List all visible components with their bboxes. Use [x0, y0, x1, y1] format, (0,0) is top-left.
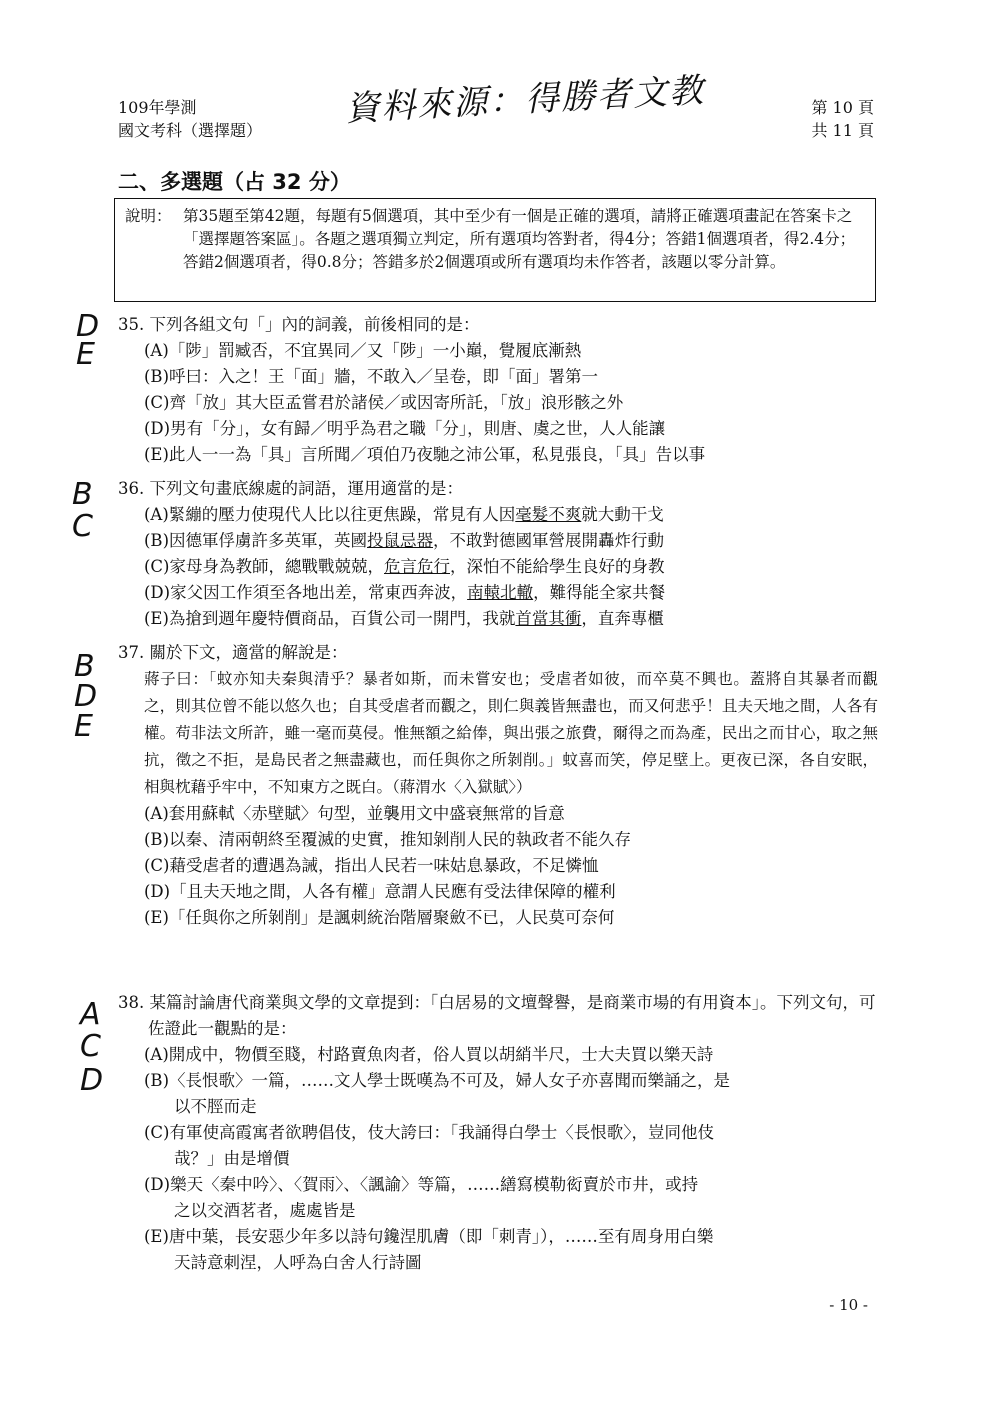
underlined-phrase: 首當其衝 [515, 609, 582, 628]
question-36-option-c [118, 554, 878, 580]
option-text: ，深怕不能給學生良好的身教 [450, 557, 665, 576]
handwritten-source-note: 資料來源：得勝者文教 [344, 70, 706, 130]
option-text-continued: 之以交酒茗者，處處皆是 [174, 1201, 356, 1220]
exam-subject: 國文考科（選擇題） [118, 121, 263, 140]
question-35-option-c: (C)齊「放」其大臣孟嘗君於諸侯／或因寄所託，「放」浪形骸之外 [144, 393, 624, 412]
option-text: (C)有軍使高霞寓者欲聘倡伎，伎大誇曰：「我誦得白學士〈長恨歌〉，豈同他伎 [144, 1123, 714, 1142]
handwritten-answer-36-1: B [72, 477, 93, 512]
question-35-option-e: (E)此人一一為「具」言所聞／項伯乃夜馳之沛公軍，私見張良，「具」告以事 [144, 445, 706, 464]
option-text: ，不敢對德國軍營展開轟炸行動 [433, 531, 664, 550]
underlined-phrase: 毫髮不爽 [515, 505, 582, 524]
option-text: (E)唐中葉，長安惡少年多以詩句鑱涅肌膚（即「刺青」），……至有周身用白樂 [144, 1227, 714, 1246]
page-footer-number: - 10 - [829, 1296, 868, 1314]
question-36-stem: 36. 下列文句畫底線處的詞語，運用適當的是： [118, 479, 463, 498]
section-title: 二、多選題（占 32 分） [118, 170, 351, 194]
option-text: (B)因德軍俘虜許多英軍，英國 [144, 531, 367, 550]
option-text: (D)家父因工作須至各地出差，常東西奔波， [144, 583, 468, 602]
handwritten-answer-35-2: E [76, 337, 95, 372]
exam-header-right [811, 96, 874, 142]
option-text-continued: 以不脛而走 [174, 1097, 257, 1116]
question-35 [118, 312, 878, 468]
handwritten-answer-36-2: C [72, 509, 93, 544]
option-text: ，難得能全家共餐 [533, 583, 666, 602]
page-total: 共 11 頁 [811, 121, 874, 140]
question-38-option-e [118, 1224, 878, 1276]
question-38-stem: 38. 某篇討論唐代商業與文學的文章提到：「白居易的文壇聲譽，是商業市場的有用資本」。下列文句，可佐證此一觀點的是： [118, 993, 876, 1038]
handwritten-answer-38-3: D [80, 1063, 104, 1098]
question-37-option-e: (E)「任與你之所剝削」是諷刺統治階層聚斂不已，人民莫可奈何 [144, 908, 615, 927]
instructions-box [114, 198, 876, 302]
option-text: (D)樂天〈秦中吟〉、〈賀雨〉、〈諷諭〉等篇，……繕寫模勒衒賣於市井，或持 [144, 1175, 699, 1194]
handwritten-answer-37-3: E [74, 709, 93, 744]
question-37-stem: 37. 關於下文，適當的解說是： [118, 643, 348, 662]
option-text: (E)為搶到週年慶特價商品，百貨公司一開門，我就 [144, 609, 516, 628]
question-36-option-d [118, 580, 878, 606]
handwritten-answer-38-1: A [80, 997, 101, 1032]
question-38-option-a: (A)開成中，物價至賤，村路賣魚肉者，俗人買以胡綃半尺，士大夫買以樂天詩 [144, 1045, 714, 1064]
option-text: 就大動干戈 [581, 505, 664, 524]
option-text-continued: 哉？」由是增價 [174, 1149, 290, 1168]
question-37-option-a: (A)套用蘇軾〈赤壁賦〉句型，並襲用文中盛衰無常的旨意 [144, 804, 565, 823]
question-38-option-b [118, 1068, 878, 1120]
question-37-passage: 蔣子曰：「蚊亦知夫秦與清乎？暴者如斯，而未嘗安也；受虐者如彼，而卒莫不興也。蓋將自其暴者而觀之，則其位曾不能以悠久也；自其受虐者而觀之，則仁與義皆無盡也，而又何悲乎！且夫天地之間，人各有權。苟非法文所許，雖一毫而莫侵。惟無額之給俸，與出張之旅費，爾得之而為產，民出之而甘心，取之無抗，徵之不拒，是島民者之無盡藏也，而任與你之所剝削。」蚊喜而笑，停足壁上。更夜已深，各自安眠，相與枕藉乎牢中，不知東方之既白。（蔣渭水〈入獄賦〉） [144, 670, 878, 796]
option-text: (B)〈長恨歌〉一篇，……文人學士既嘆為不可及，婦人女子亦喜聞而樂誦之，是 [144, 1071, 730, 1090]
question-36-option-b [118, 528, 878, 554]
question-37-option-c: (C)藉受虐者的遭遇為誡，指出人民若一味姑息暴政，不足憐恤 [144, 856, 599, 875]
question-36-option-a [118, 502, 878, 528]
option-text: (C)家母身為教師，總戰戰兢兢， [144, 557, 384, 576]
question-37-option-d: (D)「且夫天地之間，人各有權」意謂人民應有受法律保障的權利 [144, 882, 616, 901]
handwritten-answer-37-1: B [74, 649, 95, 684]
option-text: ，直奔專櫃 [581, 609, 664, 628]
question-35-stem: 35. 下列各組文句「」內的詞義，前後相同的是： [118, 315, 480, 334]
page-current: 第 10 頁 [811, 98, 874, 117]
question-38 [118, 990, 878, 1276]
question-38-option-c [118, 1120, 878, 1172]
exam-header-left [118, 96, 262, 142]
question-36-option-e [118, 606, 878, 632]
instructions-text: 第35題至第42題，每題有5個選項，其中至少有一個是正確的選項，請將正確選項畫記在答案卡之「選擇題答案區」。各題之選項獨立判定，所有選項均答對者，得4分；答錯1個選項者，得2.4分；答錯2個選項者，得0.8分；答錯多於2個選項或所有選項均未作答者，該題以零分計算。 [183, 207, 856, 271]
underlined-phrase: 南轅北轍 [467, 583, 534, 602]
underlined-phrase: 危言危行 [384, 557, 450, 576]
instructions-lead: 說明： [125, 207, 172, 225]
handwritten-answer-38-2: C [80, 1029, 101, 1064]
question-36 [118, 476, 878, 632]
exam-year: 109年學測 [118, 98, 197, 117]
underlined-phrase: 投鼠忌器 [367, 531, 433, 550]
question-38-option-d [118, 1172, 878, 1224]
question-37 [118, 640, 878, 931]
option-text-continued: 天詩意刺涅，人呼為白舍人行詩圖 [174, 1253, 422, 1272]
handwritten-answer-37-2: D [74, 679, 98, 714]
handwritten-answer-35-1: D [76, 309, 100, 344]
option-text: (A)緊繃的壓力使現代人比以往更焦躁，常見有人因 [144, 505, 516, 524]
question-37-option-b: (B)以秦、清兩朝終至覆滅的史實，推知剝削人民的執政者不能久存 [144, 830, 631, 849]
question-35-option-b: (B)呼曰：入之！王「面」牆，不敢入／呈卷，即「面」署第一 [144, 367, 598, 386]
question-35-option-a: (A)「陟」罰臧否，不宜異同／又「陟」一小巔，覺履底漸熱 [144, 341, 582, 360]
question-35-option-d: (D)男有「分」，女有歸／明乎為君之職「分」，則唐、虞之世，人人能讓 [144, 419, 666, 438]
